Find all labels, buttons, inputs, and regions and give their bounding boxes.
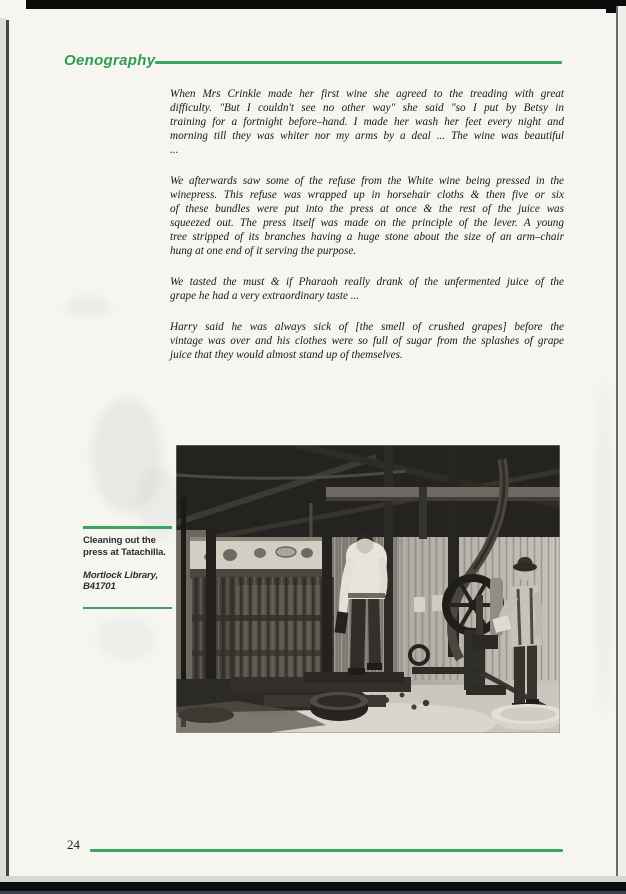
quote-line: vintage was over and his clothes were so full of sugar from the splashes of grape — [170, 335, 564, 347]
quote-line: difficulty. "But I couldn't see no other way" she said "so I put by Betsy in — [170, 102, 564, 114]
scan-smudge — [596, 380, 612, 720]
scan-edge-left — [6, 20, 9, 894]
scan-smudge — [66, 298, 110, 316]
quote-line: winepress. This refuse was wrapped up in horsehair cloths & then five or six — [170, 189, 564, 201]
figure-caption — [83, 526, 172, 609]
quote-line: We afterwards saw some of the refuse from the White wine being pressed in the — [170, 175, 564, 187]
quote-line: training for a fortnight before–hand. I made her wash her feet every night and — [170, 116, 564, 128]
caption-credit: Mortlock Library, B41701 — [83, 569, 159, 592]
quote-line: morning till they was whiter nor my arms by a deal ... The wine was beautiful — [170, 130, 564, 142]
quote-paragraph — [170, 174, 564, 258]
quote-line: tree stripped of its branches having a huge stone about the size of an arm–chair — [170, 231, 564, 243]
caption-rule-bottom — [83, 607, 172, 610]
caption-text: Cleaning out the press at Tatachilla. — [83, 535, 166, 558]
scan-edge-top — [26, 0, 626, 9]
scan-smudge — [92, 398, 162, 513]
winepress-photograph — [176, 445, 560, 733]
quote-paragraph — [170, 275, 564, 303]
page-number: 24 — [67, 837, 80, 852]
quote-paragraph — [170, 320, 564, 362]
winepress-photo-art — [176, 445, 560, 733]
scan-strip-right — [618, 6, 626, 884]
quote-line: ... — [170, 144, 179, 156]
quote-line: When Mrs Crinkle made her first wine she agreed to the treading with great — [170, 88, 564, 100]
page-title: Oenography — [64, 52, 156, 69]
quote-paragraph — [170, 87, 564, 157]
quote-line: grape he had a very extraordinary taste ... — [170, 290, 360, 302]
quote-line: of these bundles were put into the press at once & the rest of the juice was — [170, 203, 564, 215]
quote-line: squeezed out. The press itself was made on the principle of the lever. A young — [170, 217, 564, 229]
quote-line: juice that they would almost stand up of themselves. — [170, 349, 403, 361]
caption-rule-top — [83, 526, 172, 529]
quote-line: hung at one end of it serving the purpose. — [170, 245, 357, 257]
quote-block — [170, 87, 564, 379]
quote-line: Harry said he was always sick of [the smell of crushed grapes] before the — [170, 321, 564, 333]
quote-line: We tasted the must & if Pharaoh really drank of the unfermented juice of the — [170, 276, 564, 288]
header-rule — [155, 61, 562, 64]
footer-rule — [90, 849, 563, 852]
scan-smudge — [96, 618, 156, 660]
scan-edge-bottom — [0, 882, 626, 891]
